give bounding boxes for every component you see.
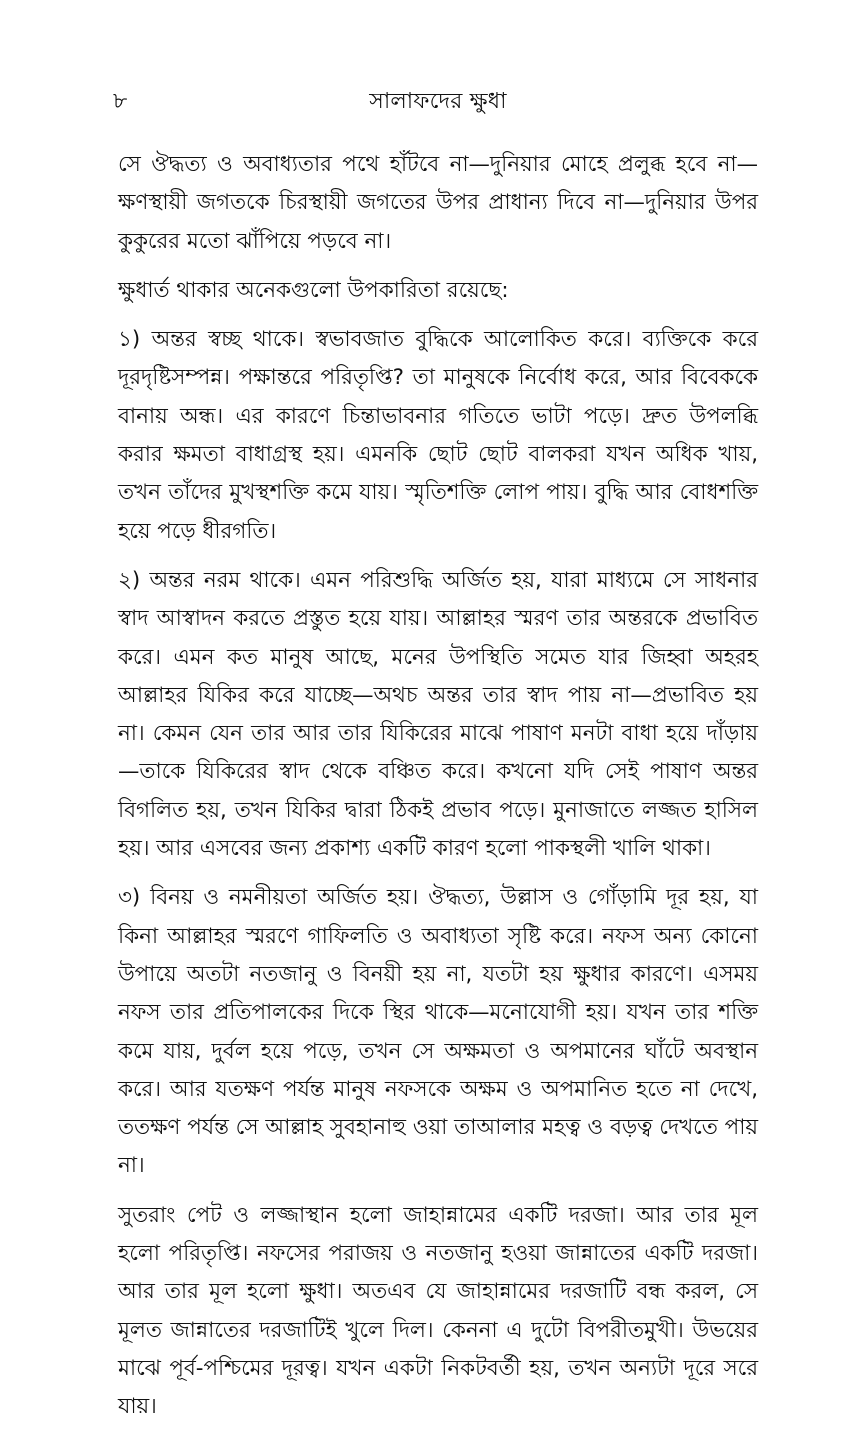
paragraph: ২) অন্তর নরম থাকে। এমন পরিশুদ্ধি অর্জিত হয়, যারা মাধ্যমে সে সাধনার স্বাদ আস্বাদন করতে প্রস্তুত হয়ে যায়। আল্লাহর স্মরণ তার অন্তরকে প্রভাবিত করে। এমন কত মানুষ আছে, মনের উপস্থিতি সমেত যার জিহ্বা অহরহ আল্লাহর যিকির করে যাচ্ছে—অথচ অন্তর তার স্বাদ পায় না—প্রভাবিত হয় না। কেমন যেন তার আর তার যিকিরের মাঝে পাষাণ মনটা বাধা হয়ে দাঁড়ায়—তাকে যিকিরের স্বাদ থেকে বঞ্চিত করে। কখনো যদি সেই পাষাণ অন্তর বিগলিত হয়, তখন যিকির দ্বারা ঠিকই প্রভাব পড়ে। মুনাজাতে লজ্জত হাসিল হয়। আর এসবের জন্য প্রকাশ্য একটি কারণ হলো পাকস্থলী খালি থাকা। bbox=[118, 567, 758, 862]
paragraph: ১) অন্তর স্বচ্ছ থাকে। স্বভাবজাত বুদ্ধিকে আলোকিত করে। ব্যক্তিকে করে দূরদৃষ্টিসম্পন্ন। পক্ষান্তরে পরিতৃপ্তি? তা মানুষকে নির্বোধ করে, আর বিবেককে বানায় অন্ধ। এর কারণে চিন্তাভাবনার গতিতে ভাটা পড়ে। দ্রুত উপলব্ধি করার ক্ষমতা বাধাগ্রস্থ হয়। এমনকি ছোট ছোট বালকরা যখন অধিক খায়, তখন তাঁদের মুখস্থশক্তি কমে যায়। স্মৃতিশক্তি লোপ পায়। বুদ্ধি আর বোধশক্তি হয়ে পড়ে ধীরগতি। bbox=[118, 327, 758, 544]
paragraph: ক্ষুধার্ত থাকার অনেকগুলো উপকারিতা রয়েছে: bbox=[118, 277, 509, 303]
paragraph: সে ঔদ্ধত্য ও অবাধ্যতার পথে হাঁটবে না—দুনিয়ার মোহে প্রলুব্ধ হবে না—ক্ষণস্থায়ী জগতকে চিরস্থায়ী জগতের উপর প্রাধান্য দিবে না—দুনিয়ার উপর কুকুরের মতো ঝাঁপিয়ে পড়বে না। bbox=[118, 152, 758, 254]
book-title: সালাফদের ক্ষুধা bbox=[369, 89, 507, 114]
page-number: ৮ bbox=[113, 89, 128, 114]
running-header bbox=[113, 86, 763, 122]
body-text bbox=[118, 146, 758, 1438]
paragraph: সুতরাং পেট ও লজ্জাস্থান হলো জাহান্নামের একটি দরজা। আর তার মূল হলো পরিতৃপ্তি। নফসের পরাজয় ও নতজানু হওয়া জান্নাতের একটি দরজা। আর তার মূল হলো ক্ষুধা। অতএব যে জাহান্নামের দরজাটি বন্ধ করল, সে মূলত জান্নাতের দরজাটিই খুলে দিল। কেননা এ দুটো বিপরীতমুখী। উভয়ের মাঝে পূর্ব-পশ্চিমের দূরত্ব। যখন একটা নিকটবর্তী হয়, তখন অন্যটা দূরে সরে যায়। bbox=[118, 1202, 758, 1420]
paragraph: ৩) বিনয় ও নমনীয়তা অর্জিত হয়। ঔদ্ধত্য, উল্লাস ও গোঁড়ামি দূর হয়, যা কিনা আল্লাহর স্মরণে গাফিলতি ও অবাধ্যতা সৃষ্টি করে। নফস অন্য কোনো উপায়ে অতটা নতজানু ও বিনয়ী হয় না, যতটা হয় ক্ষুধার কারণে। এসময় নফস তার প্রতিপালকের দিকে স্থির থাকে—মনোযোগী হয়। যখন তার শক্তি কমে যায়, দুর্বল হয়ে পড়ে, তখন সে অক্ষমতা ও অপমানের ঘাঁটে অবস্থান করে। আর যতক্ষণ পর্যন্ত মানুষ নফসকে অক্ষম ও অপমানিত হতে না দেখে, ততক্ষণ পর্যন্ত সে আল্লাহ সুবহানাহু ওয়া তাআলার মহত্ব ও বড়ত্ব দেখতে পায় না। bbox=[118, 885, 758, 1179]
